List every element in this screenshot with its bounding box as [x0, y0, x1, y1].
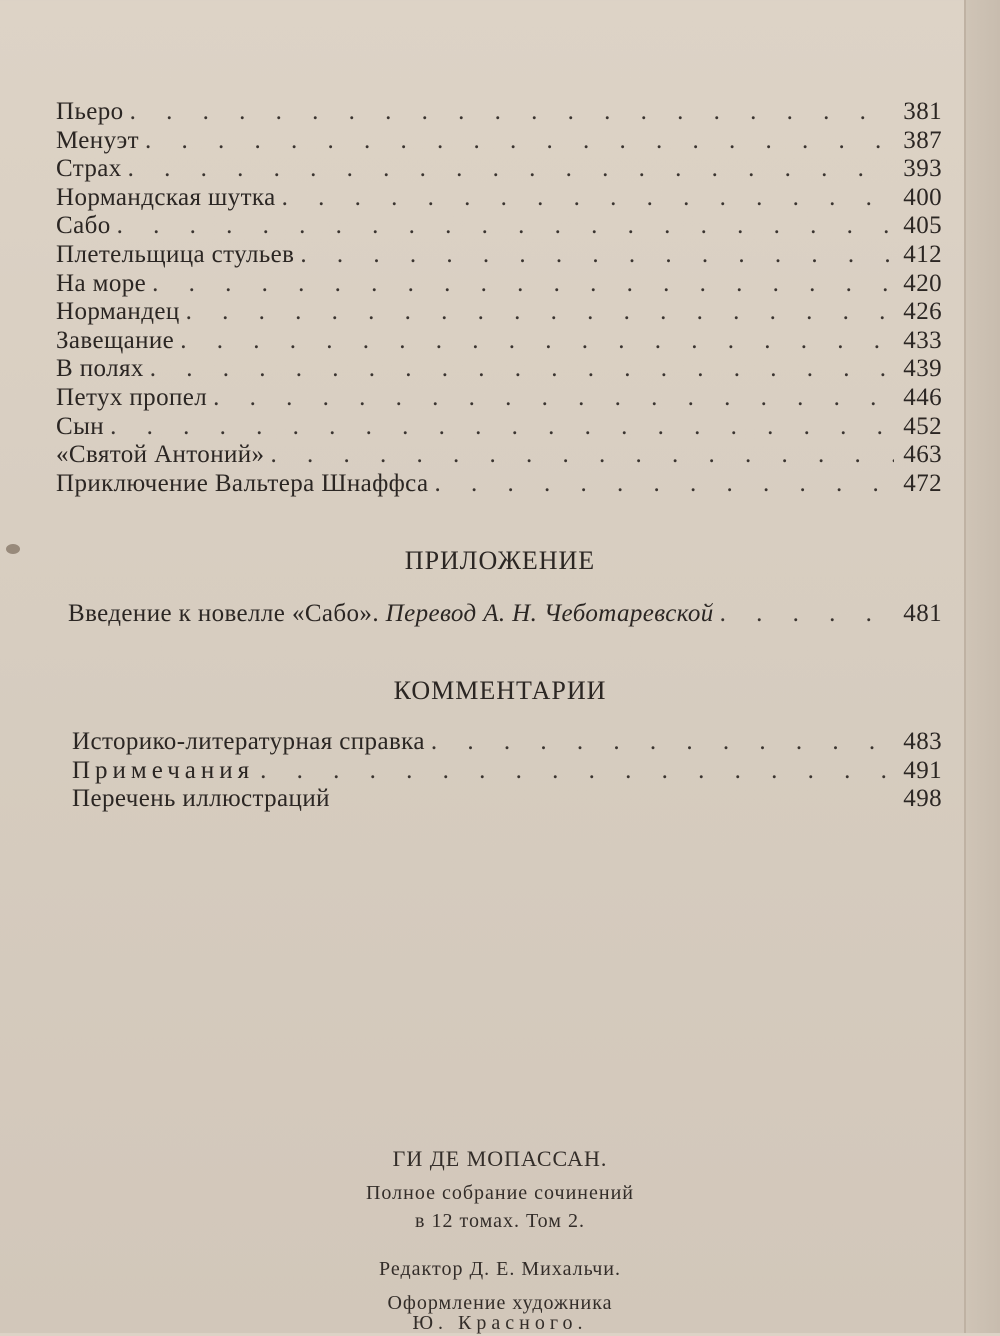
- appendix-entry-page: 481: [903, 600, 942, 627]
- toc-entry-title: Менуэт: [56, 126, 139, 154]
- toc-entry-page: 420: [903, 269, 942, 297]
- imprint-design-line1: Оформление художника: [387, 1292, 613, 1314]
- toc-entry-page: 387: [903, 126, 942, 154]
- toc-entry-title: «Святой Антоний»: [56, 441, 265, 469]
- toc-entry-page: 439: [903, 355, 942, 383]
- comments-list: [72, 728, 942, 814]
- leader-dots: [186, 298, 894, 327]
- toc-entry: [56, 327, 942, 356]
- toc-entry: [56, 127, 942, 156]
- imprint-author: ГИ ДЕ МОПАССАН.: [392, 1146, 608, 1171]
- toc-entry: [56, 98, 942, 127]
- toc-entry-title: Нормандская шутка: [56, 183, 276, 211]
- toc-entry: [56, 155, 942, 184]
- leader-dots: [260, 757, 894, 786]
- toc-entry-title: В полях: [56, 355, 144, 383]
- leader-dots: [117, 212, 894, 241]
- imprint-work-line1: Полное собрание сочинений: [365, 1182, 634, 1204]
- toc-entry-page: 446: [903, 383, 942, 411]
- comments-entry-page: 491: [903, 756, 942, 784]
- toc-entry-title: Страх: [56, 155, 122, 183]
- toc-entry-page: 405: [903, 212, 942, 240]
- page-edge: [964, 0, 1000, 1333]
- leader-dots: [431, 728, 894, 757]
- appendix-entry-title: [68, 600, 720, 629]
- imprint-editor: Редактор Д. Е. Михальчи.: [379, 1258, 621, 1280]
- leader-dots: [300, 241, 894, 270]
- imprint-work-line2: в 12 томах. Том 2.: [415, 1210, 585, 1232]
- toc-entry-page: 433: [903, 326, 942, 354]
- leader-dots: [434, 470, 894, 499]
- toc-entry-page: 393: [903, 155, 942, 183]
- toc-entry-title: Завещание: [56, 326, 175, 354]
- comments-entry-page: 498: [903, 785, 942, 813]
- comments-entry-page: 483: [903, 728, 942, 755]
- toc-entry: [56, 470, 942, 499]
- comments-entry: [72, 728, 942, 757]
- leader-dots: [152, 270, 894, 299]
- appendix-list: [68, 600, 942, 629]
- toc-entry-title: Сабо: [56, 212, 111, 240]
- leader-dots: [282, 184, 894, 213]
- toc-entry-page: 463: [903, 441, 942, 469]
- toc-entry: [56, 384, 942, 413]
- leader-dots: [130, 98, 894, 127]
- toc-entry-title: Пьеро: [56, 98, 124, 125]
- leader-dots: [145, 127, 894, 156]
- toc-entry: [56, 241, 942, 270]
- toc-entry: [56, 184, 942, 213]
- toc-entry-page: 426: [903, 298, 942, 326]
- toc-entry: [56, 355, 942, 384]
- imprint-design-line2: Ю. Красного.: [412, 1312, 588, 1334]
- toc-entry-page: 412: [903, 240, 942, 268]
- leader-dots: [213, 384, 894, 413]
- leader-dots: [720, 600, 894, 629]
- toc-entry-title: На море: [56, 269, 147, 297]
- toc-entry-page: 452: [903, 412, 942, 440]
- leader-dots: [128, 155, 894, 184]
- toc-entry: [56, 298, 942, 327]
- appendix-entry-text: Введение к новелле «Сабо».: [68, 600, 379, 627]
- toc-entry-title: Нормандец: [56, 298, 180, 326]
- leader-dots: [270, 441, 894, 470]
- leader-dots: [110, 413, 894, 442]
- appendix-entry: [68, 600, 942, 629]
- comments-entry-title: Примечания: [72, 756, 255, 784]
- leader-dots: [180, 327, 894, 356]
- comments-entry-title: Перечень иллюстраций: [72, 785, 330, 813]
- toc-entry-page: 381: [903, 98, 942, 125]
- appendix-heading: ПРИЛОЖЕНИЕ: [404, 546, 596, 575]
- toc-entry-title: Сын: [56, 412, 105, 440]
- toc-main-list: [56, 98, 942, 498]
- toc-entry-page: 472: [903, 469, 942, 497]
- toc-entry-title: Плетельщица стульев: [56, 240, 295, 268]
- toc-entry-title: Петух пропел: [56, 383, 208, 411]
- comments-entry: [72, 785, 942, 814]
- toc-entry: [56, 441, 942, 470]
- toc-entry-page: 400: [903, 183, 942, 211]
- comments-entry-title: Историко-литературная справка: [72, 728, 425, 755]
- toc-entry-title: Приключение Вальтера Шнаффса: [56, 469, 429, 497]
- appendix-entry-translator: Перевод А. Н. Чеботаревской: [385, 600, 714, 627]
- leader-dots: [150, 355, 894, 384]
- comments-entry: [72, 757, 942, 786]
- toc-entry: [56, 270, 942, 299]
- comments-heading: КОММЕНТАРИИ: [393, 676, 607, 705]
- toc-entry: [56, 212, 942, 241]
- toc-entry: [56, 413, 942, 442]
